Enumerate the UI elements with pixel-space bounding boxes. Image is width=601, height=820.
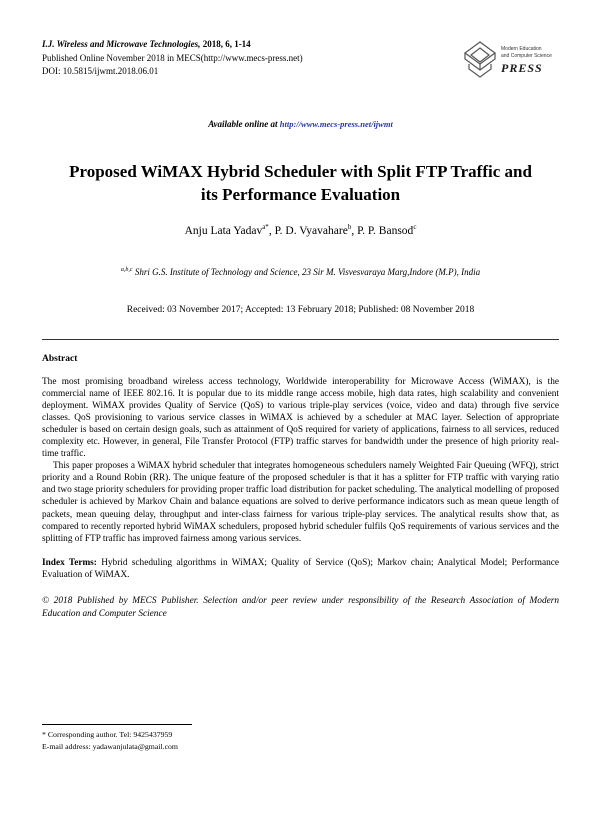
index-terms bbox=[42, 557, 559, 581]
footnote-rule bbox=[42, 724, 192, 725]
journal-name: I.J. Wireless and Microwave Technologies, bbox=[42, 39, 201, 49]
affiliation-text: Shri G.S. Institute of Technology and Science, 23 Sir M. Visvesvaraya Marg,Indore (M.P), India bbox=[132, 266, 481, 277]
section-divider bbox=[42, 339, 559, 340]
journal-volume-info: 2018, 6, 1-14 bbox=[200, 39, 251, 49]
author-affil-mark-3: c bbox=[413, 222, 417, 231]
logo-caption-line1: Modern Education bbox=[501, 46, 542, 52]
corresponding-author-line: * Corresponding author. Tel: 9425437959 bbox=[42, 730, 173, 739]
author-name-3: , P. P. Bansod bbox=[351, 224, 414, 237]
copyright-statement: © 2018 Published by MECS Publisher. Selection and/or peer review under responsibility of the Research Association of Modern Education and Computer Science bbox=[42, 595, 559, 619]
authors-line bbox=[42, 223, 559, 237]
available-online-line bbox=[42, 119, 559, 129]
journal-website-link[interactable]: http://www.mecs-press.net/ijwmt bbox=[279, 119, 393, 129]
author-name-1: Anju Lata Yadav bbox=[184, 224, 263, 237]
journal-header-block bbox=[42, 38, 303, 79]
paper-title: Proposed WiMAX Hybrid Scheduler with Split FTP Traffic and its Performance Evaluation bbox=[69, 162, 532, 204]
abstract-paragraph-1: The most promising broadband wireless access technology, Worldwide interoperability for Microwave Access (WiMAX), is the commercial name of IEEE 802.16. It is popular due to its middle range access mobile, high data rates, high scalability and convenient deployment. WiMAX provides Quality of Service (QoS) to various triple-play services (voice, video and data) through five service classes. QoS provisioning to various service classes in WiMAX is achieved by a scheduler at MAC layer. Selection of appropriate scheduler is based on certain design goals, such as attainment of QoS required for variety of applications, fairness to all services, reduced complexity etc. However, in general, File Transfer Protocol (FTP) traffic starves for bandwidth under the presence of high priority real-time traffic. bbox=[42, 376, 559, 460]
published-online-line: Published Online November 2018 in MECS(http://www.mecs-press.net) bbox=[42, 52, 303, 63]
email-line: E-mail address: yadawanjulata@gmail.com bbox=[42, 741, 179, 751]
index-terms-label: Index Terms: bbox=[42, 557, 102, 568]
mecs-press-logo bbox=[463, 40, 559, 89]
page-header bbox=[42, 38, 559, 89]
journal-citation-line bbox=[42, 38, 303, 52]
affiliation-line bbox=[42, 267, 559, 277]
affiliation-sup: a,b,c bbox=[120, 266, 133, 273]
dates-line: Received: 03 November 2017; Accepted: 13 February 2018; Published: 08 November 2018 bbox=[126, 304, 475, 315]
author-name-2: , P. D. Vyavahare bbox=[268, 224, 348, 237]
mecs-logo-text bbox=[501, 40, 552, 76]
author-affil-mark-1: a* bbox=[262, 222, 269, 231]
logo-caption-line2: and Computer Science bbox=[501, 52, 552, 59]
doi-line: DOI: 10.5815/ijwmt.2018.06.01 bbox=[42, 66, 159, 76]
logo-press-label: PRESS bbox=[501, 61, 543, 75]
footnote-block bbox=[42, 724, 559, 752]
author-affil-mark-2: b bbox=[347, 222, 352, 231]
abstract-heading: Abstract bbox=[42, 353, 78, 364]
mecs-book-icon bbox=[463, 40, 497, 89]
available-online-prefix: Available online at bbox=[208, 119, 280, 129]
index-terms-text: Hybrid scheduling algorithms in WiMAX; Quality of Service (QoS); Markov chain; Analytical Model; Performance Evaluation of WiMAX. bbox=[42, 557, 559, 580]
abstract-paragraph-2: This paper proposes a WiMAX hybrid scheduler that integrates homogeneous schedulers namely Weighted Fair Queuing (WFQ), strict priority and a Round Robin (RR). The unique feature of the proposed scheduler is that it has a splitter for FTP traffic with varying ratio and two stage priority schedulers for providing proper traffic load distribution for packet scheduling. The analytical modelling of proposed scheduler is achieved by Markov Chain and balance equations are solved to derive performance indicators such as mean queue length of packets, mean queuing delay, throughput and inter-class fairness for various triple-play services. The analytical results show that, as compared to recently reported hybrid WiMAX schedulers, proposed hybrid scheduler fulfils QoS requirements of various services and the splitting of FTP traffic has improved fairness among various services. bbox=[42, 461, 559, 544]
